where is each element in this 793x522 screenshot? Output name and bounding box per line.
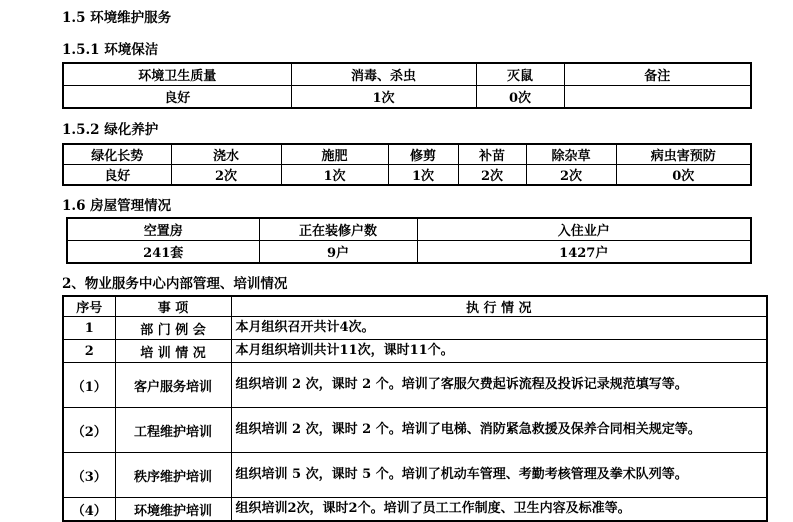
table-row — [63, 165, 751, 186]
table-cell: 9户 — [259, 241, 417, 264]
training-table — [62, 295, 768, 522]
header-cell: 事 项 — [115, 296, 231, 317]
table-cell — [564, 86, 751, 109]
row-item: 培 训 情 况 — [115, 340, 231, 363]
row-number: 2 — [63, 340, 115, 363]
row-detail: 本月组织培训共计11次，课时11个。 — [231, 340, 767, 363]
section-heading-1-6: 1.6 房屋管理情况 — [62, 198, 172, 214]
header-cell: 空置房 — [67, 218, 259, 241]
section-heading-2: 2、物业服务中心内部管理、培训情况 — [62, 276, 288, 292]
table-cell: 1次 — [388, 165, 458, 186]
section-heading-1-5-2: 1.5.2 绿化养护 — [62, 122, 159, 138]
table-row — [63, 340, 767, 363]
table-row — [63, 86, 751, 109]
housing-table — [66, 217, 752, 264]
row-item: 客户服务培训 — [115, 363, 231, 408]
table-cell: 2次 — [458, 165, 526, 186]
table-cell: 2次 — [526, 165, 616, 186]
row-detail: 组织培训 2 次，课时 2 个。培训了电梯、消防紧急救援及保养合同相关规定等。 — [231, 408, 767, 453]
row-number: （3） — [63, 453, 115, 498]
header-cell: 灭鼠 — [476, 63, 564, 86]
row-number: 1 — [63, 317, 115, 340]
row-number: （4） — [63, 498, 115, 522]
table-header-row — [67, 218, 751, 241]
table-row — [63, 453, 767, 498]
table-cell: 1次 — [281, 165, 388, 186]
header-cell: 除杂草 — [526, 144, 616, 165]
table-cell: 良好 — [63, 165, 171, 186]
table-header-row — [63, 296, 767, 317]
greening-table — [62, 143, 752, 186]
row-detail: 组织培训 2 次，课时 2 个。培训了客服欠费起诉流程及投诉记录规范填写等。 — [231, 363, 767, 408]
row-detail: 组织培训2次，课时2个。培训了员工工作制度、卫生内容及标准等。 — [231, 498, 767, 522]
row-item: 工程维护培训 — [115, 408, 231, 453]
header-cell: 施肥 — [281, 144, 388, 165]
table-header-row — [63, 144, 751, 165]
header-cell: 入住业户 — [417, 218, 751, 241]
table-row — [67, 241, 751, 264]
table-cell: 良好 — [63, 86, 291, 109]
row-detail: 本月组织召开共计4次。 — [231, 317, 767, 340]
header-cell: 绿化长势 — [63, 144, 171, 165]
header-cell: 正在装修户数 — [259, 218, 417, 241]
header-cell: 执 行 情 况 — [231, 296, 767, 317]
header-cell: 病虫害预防 — [616, 144, 751, 165]
header-cell: 序号 — [63, 296, 115, 317]
row-item: 部 门 例 会 — [115, 317, 231, 340]
table-cell: 1次 — [291, 86, 476, 109]
row-item: 秩序维护培训 — [115, 453, 231, 498]
row-item: 环境维护培训 — [115, 498, 231, 522]
section-heading-1-5: 1.5 环境维护服务 — [62, 10, 172, 26]
row-number: （2） — [63, 408, 115, 453]
header-cell: 补苗 — [458, 144, 526, 165]
header-cell: 环境卫生质量 — [63, 63, 291, 86]
table-row — [63, 363, 767, 408]
header-cell: 浇水 — [171, 144, 281, 165]
table-row — [63, 408, 767, 453]
table-header-row — [63, 63, 751, 86]
row-number: （1） — [63, 363, 115, 408]
table-cell: 0次 — [476, 86, 564, 109]
header-cell: 消毒、杀虫 — [291, 63, 476, 86]
row-detail: 组织培训 5 次，课时 5 个。培训了机动车管理、考勤考核管理及拳术队列等。 — [231, 453, 767, 498]
table-cell: 0次 — [616, 165, 751, 186]
section-heading-1-5-1: 1.5.1 环境保洁 — [62, 42, 159, 58]
table-cell: 241套 — [67, 241, 259, 264]
table-cell: 2次 — [171, 165, 281, 186]
cleaning-table — [62, 62, 752, 109]
table-cell: 1427户 — [417, 241, 751, 264]
header-cell: 备注 — [564, 63, 751, 86]
header-cell: 修剪 — [388, 144, 458, 165]
table-row — [63, 317, 767, 340]
table-row — [63, 498, 767, 522]
